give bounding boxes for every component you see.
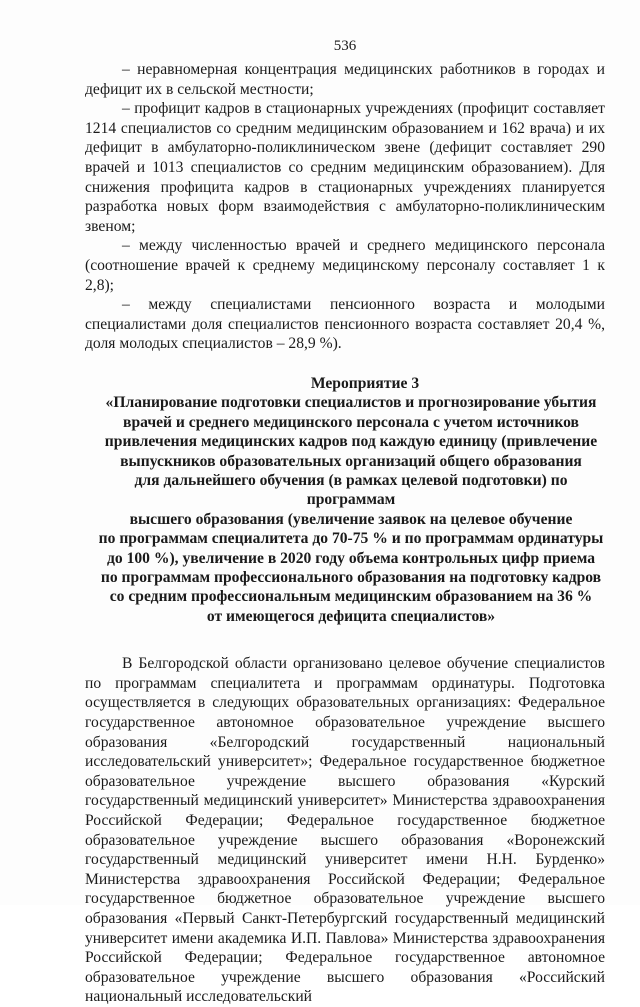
document-content (85, 60, 605, 1007)
list-item: – между численностью врачей и среднего медицинского персонала (соотношение врачей к среднему медицинскому персоналу составляет 1 к 2,8); (85, 237, 605, 294)
list-item: – профицит кадров в стационарных учреждениях (профицит составляет 1214 специалистов со средним медицинским образованием и 162 врача) и их дефицит в амбулаторно-поликлиническом звене (дефицит составляет 290 врачей и 1013 специалистов со средним медицинским образованием). Для снижения профицита кадров в стационарных учреждениях планируется разработка новых форм взаимодействия с амбулаторно-поликлиническим звеном; (85, 100, 605, 235)
section-heading (85, 374, 605, 626)
page-number: 536 (333, 38, 357, 54)
section-subtitle: «Планирование подготовки специалистов и прогнозирование убытия врачей и среднего медицинского персонала с учетом источников привлечения медицинских кадров под каждую единицу (привлечение выпускников образовательных организаций общего образования для дальнейшего обучения (в рамках целевой подготовки) по программам высшего образования (увеличение заявок на целевое обучение по программам специалитета до 70-75 % и по программам ординатуры до 100 %), увеличение в 2020 году объема контрольных цифр приема по программам профессионального образования на подготовку кадров со средним профессиональным медицинским образованием на 36 % от имеющегося дефицита специалистов» (98, 394, 604, 625)
body-paragraph: В Белгородской области организовано целевое обучение специалистов по программам специалитета и программам ординатуры. Подготовка осуществляется в следующих образовательных организациях: Федеральное государственное автономное образовательное учреждение высшего образования «Белгородский государственный национальный исследовательский университет»; Федеральное государственное бюджетное образовательное учреждение высшего образования «Курский государственный медицинский университет» Министерства здравоохранения Российской Федерации; Федеральное государственное бюджетное образовательное учреждение высшего образования «Воронежский государственный медицинский университет имени Н.Н. Бурденко» Министерства здравоохранения Российской Федерации; Федеральное государственное бюджетное образовательное учреждение высшего образования «Первый Санкт-Петербургский государственный медицинский университет имени академика И.П. Павлова» Министерства здравоохранения Российской Федерации; Федеральное государственное автономное образовательное учреждение высшего образования «Российский национальный исследовательский (85, 655, 605, 1006)
list-item: – между специалистами пенсионного возраста и молодыми специалистами доля специалистов пенсионного возраста составляет 20,4 %, доля молодых специалистов – 28,9 %). (85, 296, 605, 353)
section-title: Мероприятие 3 (310, 374, 420, 392)
list-item: – неравномерная концентрация медицинских работников в городах и дефицит их в сельской местности; (85, 61, 605, 98)
